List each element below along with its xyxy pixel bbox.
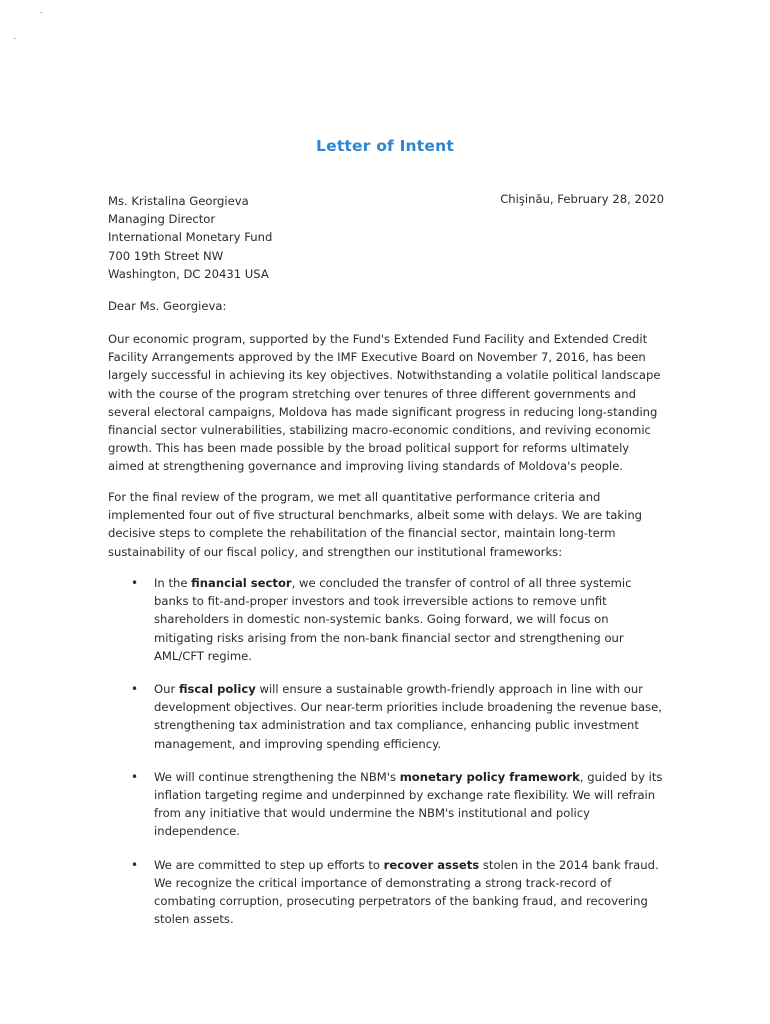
bullet-icon: • [131,682,139,697]
list-item-text-end: , guided by its inflation targeting regime and underpinned by exchange rate flexibility. We will refrain from any initiative that would undermine the NBM's institutional and policy independence. [154,769,663,839]
scan-speck [40,12,42,13]
recipient-title: Managing Director [108,212,216,227]
list-item-text-end: will ensure a sustainable growth-friendly approach in line with our development objectives. Our near-term priorities include broadening the revenue base, strengthening tax administration and tax compliance, enhancing public investment management, and improving spending efficiency. [154,682,662,751]
list-item-text-start: Our [154,682,179,697]
list-item [108,856,668,929]
letter-date: Chişinău, February 28, 2020 [500,192,664,206]
page-title: Letter of Intent [316,137,454,155]
recipient-organization: International Monetary Fund [108,230,273,245]
recipient-address [108,192,272,283]
list-item-highlight: financial sector [191,576,292,590]
recipient-city: Washington, DC 20431 USA [108,266,269,281]
list-item-highlight: monetary policy framework [399,769,580,784]
priorities-list [108,574,668,928]
salutation: Dear Ms. Georgieva: [108,299,227,313]
body-paragraph-2: For the final review of the program, we met all quantitative performance criteria and implemented four out of five structural benchmarks, albeit some with delays. We are taking decisive steps to complete the rehabilitation of the financial sector, maintain long-term sustainability of our fiscal policy, and strengthen our institutional frameworks: [108,490,643,559]
list-item [108,768,668,841]
body-paragraph-1: Our economic program, supported by the Fund's Extended Fund Facility and Extended Credit Facility Arrangements approved by the IMF Executive Board on November 7, 2016, has been largely successful in achieving its key objectives. Notwithstanding a volatile political landscape with the course of the program stretching over tenures of three different governments and several electoral campaigns, Moldova has made significant progress in reducing long-standing financial sector vulnerabilities, stabilizing macro-economic conditions, and reviving economic growth. This has been made possible by the broad political support for reforms ultimately aimed at strengthening governance and improving living standards of Moldova's people. [108,332,661,474]
list-item-text-start: We will continue strengthening the NBM's [154,769,400,784]
bullet-icon: • [131,769,139,784]
recipient-street: 700 19th Street NW [108,248,224,263]
recipient-name: Ms. Kristalina Georgieva [108,194,249,208]
list-item [108,574,668,665]
list-item [108,680,668,753]
list-item-text-end: stolen in the 2014 bank fraud. We recognize the critical importance of demonstrating a strong track-record of combating corruption, prosecuting perpetrators of the banking fraud, and recovering stolen assets. [154,857,659,927]
list-item-highlight: fiscal policy [178,682,256,697]
bullet-icon: • [131,576,139,590]
bullet-icon: • [131,857,139,872]
scan-speck [14,38,16,39]
list-item-text-start: In the [154,576,192,590]
list-item-highlight: recover assets [383,857,480,872]
list-item-text-end: , we concluded the transfer of control of all three systemic banks to fit-and-proper investors and took irreversible actions to remove unfit shareholders in domestic non-systemic banks. Going forward, we will focus on mitigating risks arising from the non-bank financial sector and strengthening our AML/CFT regime. [154,576,632,663]
list-item-text-start: We are committed to step up efforts to [154,857,384,872]
